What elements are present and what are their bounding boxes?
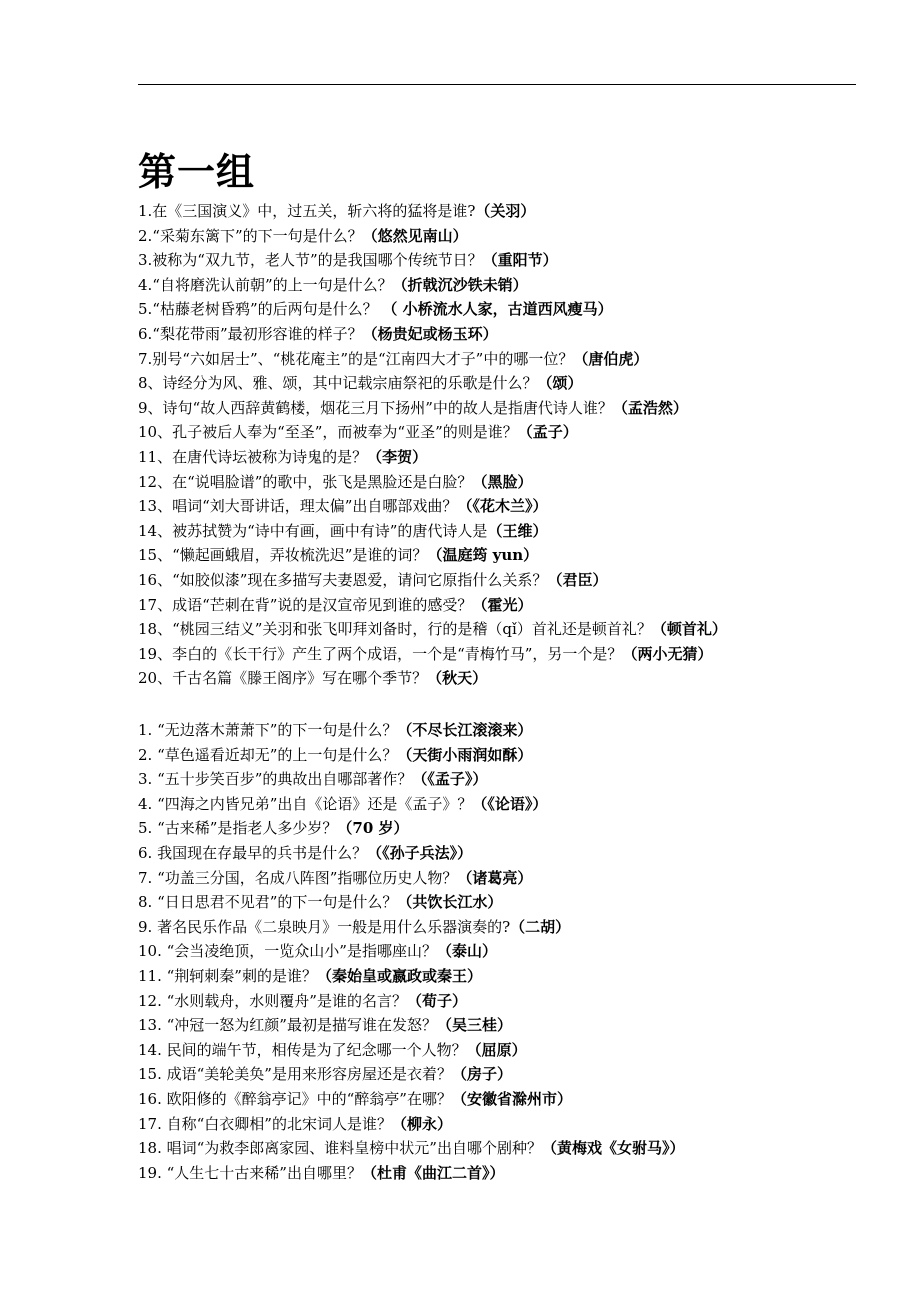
quiz-question-line (138, 224, 898, 249)
quiz-question-line (138, 1062, 898, 1087)
answer-text: （孟浩然） (612, 398, 688, 417)
quiz-question-line (138, 915, 898, 940)
answer-text: （悠然见南山） (362, 226, 468, 245)
question-text: 14、被苏拭赞为“诗中有画，画中有诗”的唐代诗人是 (138, 521, 488, 540)
quiz-question-line (138, 1038, 898, 1063)
answer-text: （黄梅戏《女驸马》） (541, 1139, 685, 1158)
answer-text: （《花木兰》） (457, 497, 548, 516)
quiz-question-line (138, 371, 898, 396)
section-heading: 第一组 (138, 149, 256, 194)
quiz-question-line (138, 297, 898, 322)
answer-text: （房子） (451, 1065, 512, 1084)
question-text: 19、李白的《长干行》产生了两个成语，一个是“青梅竹马”，另一个是？ (138, 644, 623, 663)
question-text: 5.“枯藤老树昏鸦”的后两句是什么？ (138, 300, 383, 319)
quiz-question-line (138, 816, 898, 841)
answer-text: （折戟沉沙铁未销） (392, 275, 528, 294)
quiz-question-line (138, 420, 898, 445)
question-text: 20、千古名篇《滕王阁序》写在哪个季节？ (138, 669, 428, 688)
question-text: 8. “日日思君不见君”的下一句是什么？ (138, 893, 398, 912)
question-text: 9. 著名民乐作品《二泉映月》一般是用什么乐器演奏的? (138, 917, 511, 936)
question-text: 3.被称为“双九节，老人节”的是我国哪个传统节日？ (138, 251, 483, 270)
quiz-question-line (138, 792, 898, 817)
answer-text: （顿首礼） (651, 620, 727, 639)
answer-text: （黑脸） (472, 472, 533, 491)
quiz-question-line (138, 248, 898, 273)
question-text: 17. 自称“白衣卿相”的北宋词人是谁？ (138, 1114, 392, 1133)
answer-text: （霍光） (472, 595, 533, 614)
quiz-question-line (138, 543, 898, 568)
question-text: 12、在“说唱脸谱”的歌中，张飞是黑脸还是白脸？ (138, 472, 473, 491)
answer-text: （温庭筠 yun） (427, 546, 539, 565)
quiz-question-line (138, 593, 898, 618)
answer-text: （共饮长江水） (397, 893, 503, 912)
question-text: 8、诗经分为风、雅、颂，其中记载宗庙祭祀的乐歌是什么？ (138, 374, 538, 393)
answer-text: （秦始皇或嬴政或秦王） (316, 966, 482, 985)
answer-text: （《孟子》） (412, 770, 488, 789)
quiz-question-line (138, 939, 898, 964)
quiz-question-line (138, 494, 898, 519)
answer-text: （秋天） (427, 669, 488, 688)
question-text: 10. “会当凌绝顶，一览众山小”是指哪座山？ (138, 942, 437, 961)
question-text: 19. “人生七十古来稀”出自哪里？ (138, 1163, 362, 1182)
question-text: 14. 民间的端午节，相传是为了纪念哪一个人物？ (138, 1040, 467, 1059)
question-text: 5. “古来稀”是指老人多少岁？ (138, 819, 338, 838)
quiz-question-line (138, 767, 898, 792)
answer-text: （关羽） (475, 202, 536, 220)
question-text: 15、“懒起画蛾眉，弄妆梳洗迟”是谁的词？ (138, 546, 428, 565)
header-rule (138, 84, 856, 85)
answer-text: （唐伯虎） (573, 349, 649, 368)
quiz-list-group-two (138, 718, 898, 1185)
answer-text: （柳永） (391, 1114, 452, 1133)
question-text: 18. 唱词“为救李郎离家园、谁料皇榜中状元”出自哪个剧种？ (138, 1139, 542, 1158)
question-text: 16. 欧阳修的《醉翁亭记》中的“醉翁亭”在哪？ (138, 1089, 452, 1108)
quiz-question-line (138, 666, 898, 691)
answer-text: （二胡） (510, 917, 571, 936)
question-text: 3. “五十步笑百步”的典故出自哪部著作？ (138, 770, 413, 789)
answer-text: （两小无猜） (622, 644, 713, 663)
quiz-question-line (138, 642, 898, 667)
answer-text: （孟子） (517, 423, 578, 442)
question-text: 1.在《三国演义》中，过五关，斩六将的猛将是谁? (138, 202, 476, 220)
quiz-question-line (138, 890, 898, 915)
quiz-question-line (138, 718, 898, 743)
question-text: 4.“自将磨洗认前朝”的上一句是什么？ (138, 275, 393, 294)
question-text: 15. 成语“美轮美奂”是用来形容房屋还是衣着？ (138, 1065, 452, 1084)
quiz-question-line (138, 1013, 898, 1038)
quiz-question-line (138, 1161, 898, 1186)
quiz-question-line (138, 396, 898, 421)
question-text: 12. “水则载舟，水则覆舟”是谁的名言？ (138, 991, 407, 1010)
answer-text: （天街小雨润如酥） (397, 745, 533, 764)
answer-text: （ 小桥流水人家，古道西风瘦马） (382, 300, 613, 319)
question-text: 1. “无边落木萧萧下”的下一句是什么？ (138, 721, 398, 739)
answer-text: （君臣） (547, 570, 608, 589)
quiz-question-line (138, 841, 898, 866)
question-text: 6.“梨花带雨”最初形容谁的样子？ (138, 324, 363, 343)
question-text: 2. “草色遥看近却无”的上一句是什么？ (138, 745, 398, 764)
answer-text: （诸葛亮） (457, 868, 533, 887)
answer-text: （杜甫《曲江二首》） (361, 1163, 505, 1182)
quiz-question-line (138, 273, 898, 298)
quiz-list-group-one (138, 199, 898, 691)
quiz-question-line (138, 199, 898, 224)
answer-text: （屈原） (466, 1040, 527, 1059)
question-text: 7. “功盖三分国，名成八阵图”指哪位历史人物？ (138, 868, 458, 887)
quiz-question-line (138, 964, 898, 989)
question-text: 13、唱词“刘大哥讲话，理太偏”出自哪部戏曲？ (138, 497, 458, 516)
quiz-question-line (138, 445, 898, 470)
quiz-question-line (138, 617, 898, 642)
question-text: 9、诗句“故人西辞黄鹤楼，烟花三月下扬州”中的故人是指唐代诗人谁？ (138, 398, 613, 417)
answer-text: （颂） (537, 374, 583, 393)
quiz-question-line (138, 347, 898, 372)
answer-text: （王维） (487, 521, 548, 540)
quiz-question-line (138, 1136, 898, 1161)
quiz-question-line (138, 866, 898, 891)
answer-text: （李贺） (367, 447, 428, 466)
quiz-question-line (138, 470, 898, 495)
quiz-question-line (138, 989, 898, 1014)
question-text: 4. “四海之内皆兄弟”出自《论语》还是《孟子》？ (138, 794, 473, 813)
answer-text: （泰山） (436, 942, 497, 961)
question-text: 16、“如胶似漆”现在多描写夫妻恩爱，请问它原指什么关系？ (138, 570, 548, 589)
question-text: 7.别号“六如居士”、“桃花庵主”的是“江南四大才子”中的哪一位？ (138, 349, 574, 368)
answer-text: （荀子） (406, 991, 467, 1010)
answer-text: （《论语》） (472, 794, 548, 813)
answer-text: （吴三桂） (436, 1016, 512, 1035)
answer-text: （70 岁） (337, 819, 409, 838)
answer-text: （重阳节） (482, 251, 558, 270)
quiz-question-line (138, 743, 898, 768)
question-text: 13. “冲冠一怒为红颜”最初是描写谁在发怒？ (138, 1016, 437, 1035)
quiz-question-line (138, 1112, 898, 1137)
answer-text: （《孙子兵法》） (367, 843, 473, 862)
question-text: 6. 我国现在存最早的兵书是什么？ (138, 843, 368, 862)
quiz-question-line (138, 322, 898, 347)
question-text: 11. “荆轲刺秦”刺的是谁？ (138, 966, 317, 985)
question-text: 18、“桃园三结义”关羽和张飞叩拜刘备时，行的是稽（qǐ）首礼还是顿首礼？ (138, 620, 652, 639)
question-text: 10、孔子被后人奉为“至圣”，而被奉为“亚圣”的则是谁？ (138, 423, 518, 442)
quiz-question-line (138, 1087, 898, 1112)
answer-text: （不尽长江滚滚来） (397, 721, 533, 739)
quiz-question-line (138, 519, 898, 544)
question-text: 11、在唐代诗坛被称为诗鬼的是？ (138, 447, 368, 466)
question-text: 2.“采菊东篱下”的下一句是什么？ (138, 226, 363, 245)
question-text: 17、成语“芒刺在背”说的是汉宣帝见到谁的感受？ (138, 595, 473, 614)
answer-text: （安徽省滁州市） (451, 1089, 572, 1108)
quiz-question-line (138, 568, 898, 593)
answer-text: （杨贵妃或杨玉环） (362, 324, 498, 343)
